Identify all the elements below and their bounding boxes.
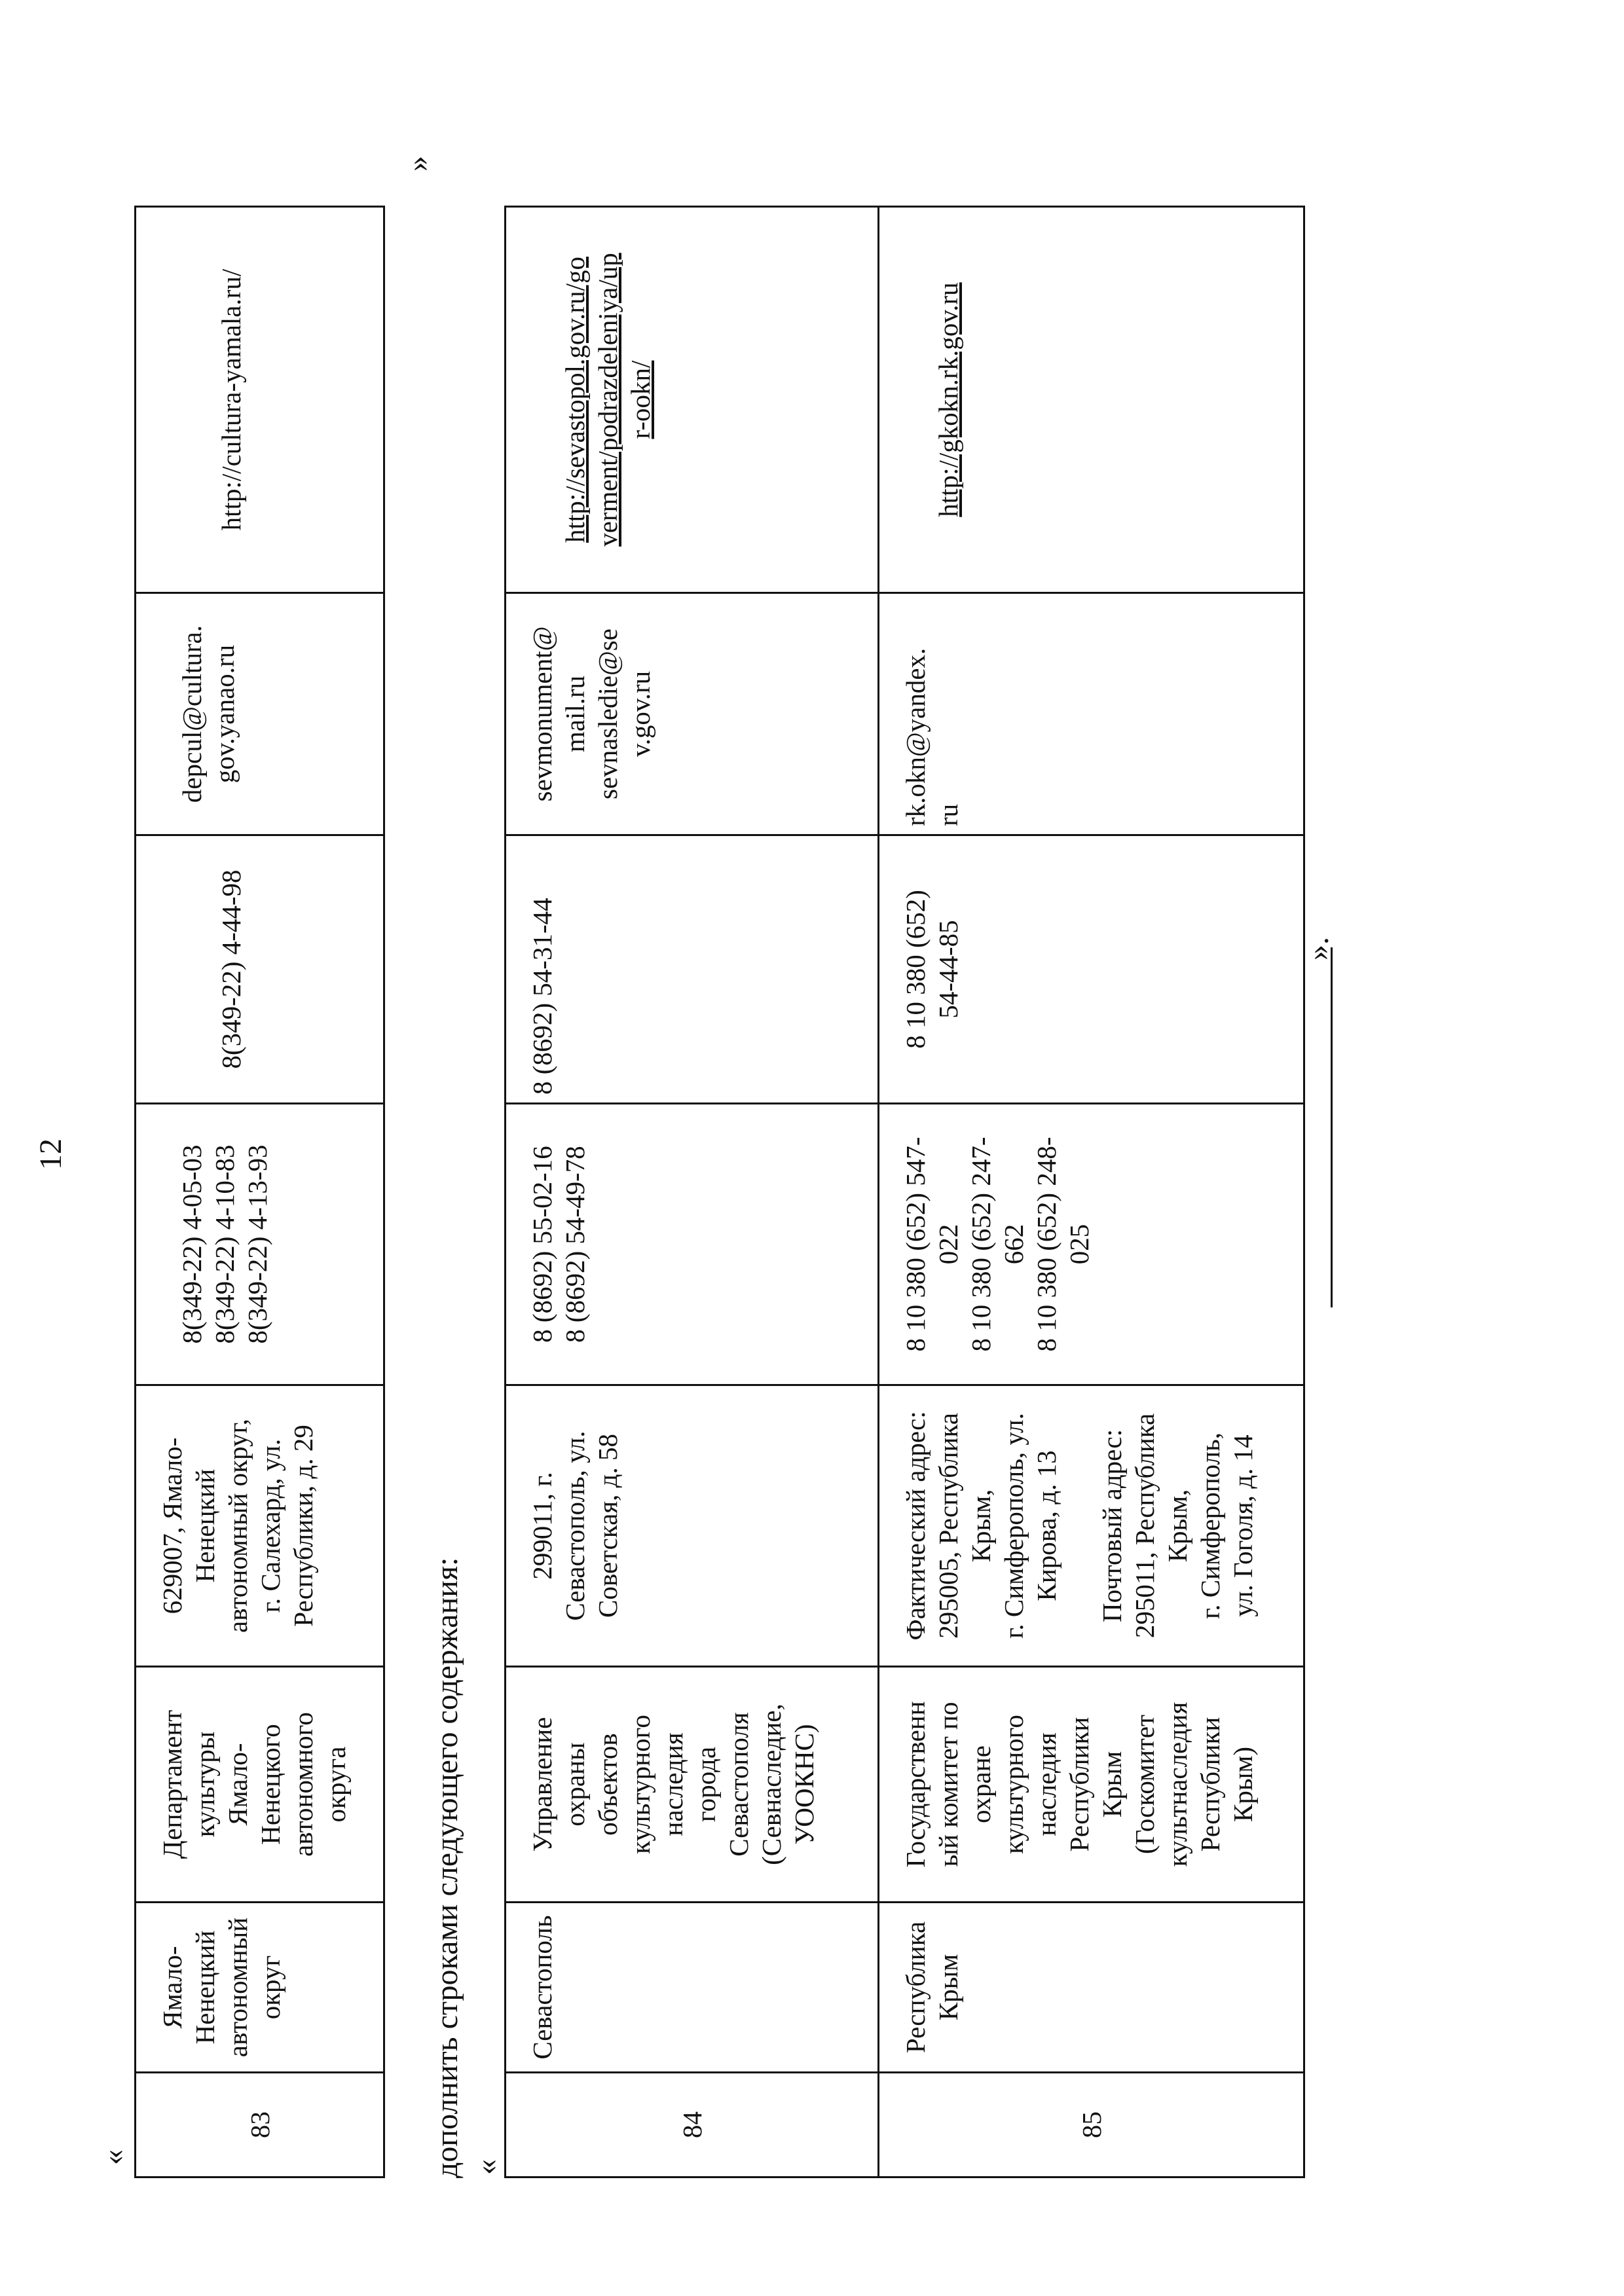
open-quote-top: « [96,2149,130,2165]
phone-cell: 8 10 380 (652) 547- 022 8 10 380 (652) 247- 662 8 10 380 (652) 248- 025 [879,1104,1304,1385]
row-number-cell: 85 [879,2073,1304,2178]
region-cell: Ямало- Ненецкий автономный округ [136,1903,384,2073]
site-cell [879,207,1304,593]
site-link[interactable]: http://gkokn.rk.gov.ru [933,282,963,517]
table-region-83 [134,206,385,2178]
table-row [136,207,384,2178]
section-heading: дополнить строками следующего содержания: [430,1557,464,2178]
organ-cell: Департамент культуры Ямало- Ненецкого автономного округа [136,1667,384,1903]
closing-rule [1331,947,1333,1307]
region-cell: Республика Крым [879,1903,1304,2073]
table-row [879,207,1304,2178]
organ-cell: Управление охраны объектов культурного наследия города Севастополя (Севнаследие, УООКНС) [506,1667,879,1903]
close-quote-end: ». [1301,937,1335,960]
close-quote-top: » [400,156,435,172]
row-number-cell: 84 [506,2073,879,2178]
email-cell: depcul@cultura. gov.yanao.ru [136,593,384,835]
fax-cell: 8 (8692) 54-31-44 [506,835,879,1104]
address-cell: Фактический адрес: 295005, Республика Крым, г. Симферополь, ул. Кирова, д. 13 Почтовый адрес: 295011, Республика Крым, г. Симферополь, ул. Гоголя, д. 14 [879,1385,1304,1667]
region-cell: Севастополь [506,1903,879,2073]
email-cell: rk.okn@yandex. ru [879,593,1304,835]
page-number: 12 [33,1139,68,1170]
organ-cell: Государственн ый комитет по охране культурного наследия Республики Крым (Госкомитет культнаследия Республики Крым) [879,1667,1304,1903]
phone-cell: 8(349-22) 4-05-03 8(349-22) 4-10-83 8(349-22) 4-13-93 [136,1104,384,1385]
site-link[interactable]: http://sevastopol.gov.ru/go verment/podrazdeleniya/up r-ookn/ [560,253,655,547]
fax-cell: 8 10 380 (652) 54-44-85 [879,835,1304,1104]
fax-cell: 8(349-22) 4-44-98 [136,835,384,1104]
row-number-cell: 83 [136,2073,384,2178]
site-cell [506,207,879,593]
phone-cell: 8 (8692) 55-02-16 8 (8692) 54-49-78 [506,1104,879,1385]
site-cell: http://cultura-yamala.ru/ [136,207,384,593]
address-cell: 299011, г. Севастополь, ул. Советская, д. 58 [506,1385,879,1667]
table-regions-84-85 [504,206,1305,2178]
open-quote-bottom: « [469,2159,504,2175]
email-cell: sevmonument@ mail.ru sevnasledie@se v.gov.ru [506,593,879,835]
table-row [506,207,879,2178]
address-cell: 629007, Ямало- Ненецкий автономный округ, г. Салехард, ул. Республики, д. 29 [136,1385,384,1667]
